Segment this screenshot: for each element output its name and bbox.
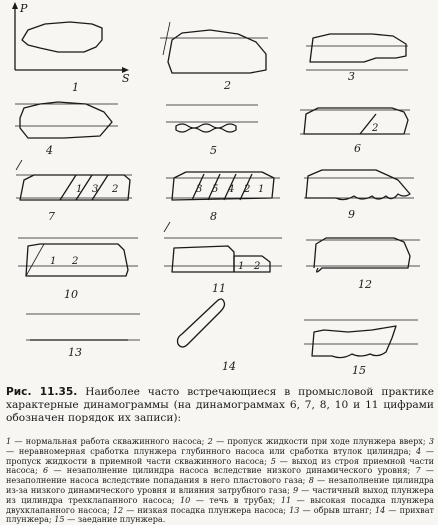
dynamogram-2	[168, 30, 266, 73]
inner-10-1: 1	[50, 256, 57, 267]
zero-line	[164, 222, 170, 232]
legend-text: — нормальная работа скважинного насоса;	[14, 436, 205, 446]
panel-10	[18, 238, 138, 301]
legend-number: 14	[375, 504, 386, 515]
label-9: 9	[348, 208, 355, 221]
legend-text: — незаполнение насоса вследствие попадания в него пластового газа;	[6, 465, 434, 486]
label-1: 1	[72, 81, 79, 94]
legend-number: 4	[415, 445, 422, 456]
dynamogram-9	[306, 170, 410, 200]
legend-text: — неравномерная сработка плунжера глубинного насоса или сработка втулок цилиндра;	[6, 445, 412, 456]
legend-item	[180, 495, 275, 505]
legend-number: 10	[180, 494, 191, 505]
panel-13	[26, 314, 140, 359]
panel-6	[300, 108, 410, 155]
label-11: 11	[212, 282, 226, 295]
panel-15	[304, 320, 418, 377]
legend-number: 13	[289, 504, 300, 515]
label-14: 14	[222, 360, 236, 373]
legend-item	[113, 505, 286, 515]
dynamogram-4	[20, 102, 112, 138]
panel-2	[160, 22, 268, 92]
legend-text: — течь в трубах;	[195, 494, 276, 505]
legend-text: — прихват плунжера;	[6, 504, 435, 525]
legend-text: — пропуск жидкости при ходе плунжера вверх;	[216, 436, 426, 446]
legend-number: 1	[6, 436, 12, 446]
label-7: 7	[48, 210, 55, 223]
p-axis-label: P	[20, 2, 28, 15]
s-axis-label: S	[122, 72, 130, 85]
inner-7-1: 1	[76, 184, 83, 195]
panel-9	[304, 170, 414, 221]
inner-8-5: 5	[212, 184, 219, 195]
label-6: 6	[354, 142, 361, 155]
legend-number: 8	[308, 475, 314, 486]
legend-text: — низкая посадка плунжера насоса;	[126, 504, 287, 515]
label-5: 5	[210, 144, 217, 157]
inner-6-2: 2	[372, 123, 379, 134]
panel-1	[12, 2, 130, 94]
legend-text: — выход из строя приемной части насоса;	[6, 455, 435, 476]
panel-4	[15, 102, 118, 157]
inner-11-1: 1	[238, 261, 245, 272]
label-13: 13	[68, 346, 82, 359]
inner-8-2: 2	[244, 184, 251, 195]
legend-text: — высокая посадка плунжера двухклапанного насоса;	[6, 494, 434, 515]
dynamogram-12	[314, 238, 410, 272]
legend-number: 9	[292, 484, 299, 495]
panel-7	[16, 160, 132, 223]
legend-text: — незаполнение цилиндра насоса вследствие низкого динамического уровня;	[53, 465, 411, 476]
label-2: 2	[224, 79, 231, 92]
inner-10-2: 2	[72, 256, 79, 267]
figure-caption	[6, 386, 434, 425]
legend-text: — обрыв штанг;	[302, 504, 372, 515]
legend-text: — пропуск жидкости в приемной части скважинного насоса;	[6, 445, 434, 466]
label-3: 3	[348, 70, 355, 83]
inner-8-1: 1	[258, 184, 265, 195]
inner-11-2: 2	[254, 261, 261, 272]
caption-head: Рис. 11.35.	[6, 386, 78, 398]
dynamogram-11-a	[172, 246, 234, 272]
figure-legend	[6, 437, 434, 525]
zero-line	[16, 160, 22, 170]
dynamogram-15	[312, 326, 396, 358]
legend-item	[6, 436, 204, 446]
legend-number: 12	[112, 504, 124, 515]
legend-item	[54, 514, 165, 524]
dynamogram-14	[178, 299, 225, 347]
label-12: 12	[358, 278, 372, 291]
legend-number: 3	[428, 436, 434, 446]
dynamogram-3	[310, 34, 406, 62]
zero-line	[163, 22, 170, 55]
label-8: 8	[210, 210, 217, 223]
legend-text: — заедание плунжера.	[67, 514, 166, 525]
dynamogram-1	[22, 22, 102, 52]
legend-number: 7	[415, 465, 421, 476]
dynamogram-5	[176, 124, 236, 132]
inner-7-3: 3	[92, 184, 99, 195]
panel-11	[164, 222, 282, 295]
panel-5	[166, 105, 258, 157]
inner-8-3: 3	[196, 184, 203, 195]
label-4: 4	[46, 144, 53, 157]
legend-item	[208, 436, 426, 446]
panel-3	[306, 34, 408, 83]
panel-12	[306, 238, 420, 291]
panel-14	[178, 299, 237, 373]
legend-text: — незаполнение цилиндра из-за низкого динамического уровня и влияния затрубного газа;	[6, 475, 434, 495]
dynamogram-6	[304, 108, 408, 134]
legend-number: 15	[54, 514, 65, 525]
stroke-divider	[60, 175, 108, 200]
inner-8-4: 4	[228, 184, 235, 195]
p-axis-arrow	[12, 2, 18, 9]
stroke-divider	[26, 244, 44, 276]
label-10: 10	[64, 288, 78, 301]
panel-8	[166, 172, 280, 223]
legend-number: 6	[43, 465, 49, 476]
inner-7-2: 2	[112, 184, 119, 195]
label-15: 15	[352, 364, 366, 377]
legend-item	[43, 465, 410, 475]
legend-number: 2	[207, 436, 213, 446]
caption-text: Наиболее часто встречающиеся в промысловой практике характерные динамограммы (на динамограммах 6, 7, 8, 10 и 11 цифрами обозначен порядок их записи):	[6, 386, 435, 424]
legend-item	[289, 505, 372, 515]
legend-text: — частичный выход плунжера из цилиндра трехклапанного насоса;	[6, 484, 434, 505]
legend-number: 5	[270, 455, 276, 466]
legend-number: 11	[280, 494, 292, 505]
